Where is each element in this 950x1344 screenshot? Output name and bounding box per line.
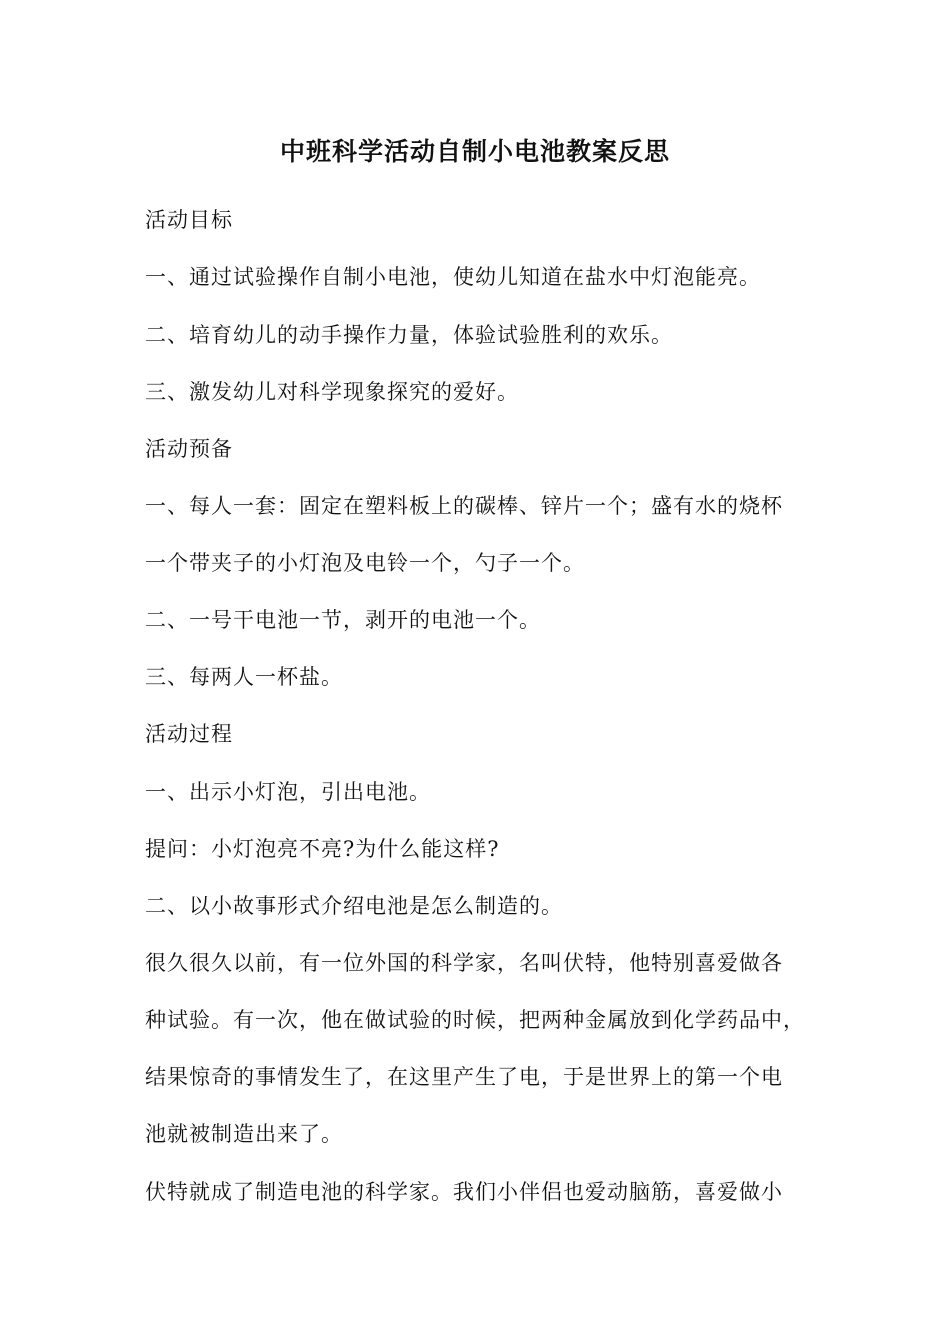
paragraph-line: 一个带夹子的小灯泡及电铃一个，勺子一个。 [145,551,585,575]
paragraph-line: 一、通过试验操作自制小电池，使幼儿知道在盐水中灯泡能亮。 [145,265,761,289]
section-heading-process: 活动过程 [145,722,233,746]
paragraph-line: 伏特就成了制造电池的科学家。我们小伴侣也爱动脑筋，喜爱做小 [145,1180,783,1204]
paragraph-line: 一、出示小灯泡，引出电池。 [145,780,431,804]
document-title: 中班科学活动自制小电池教案反思 [279,137,670,166]
paragraph-line: 结果惊奇的事情发生了，在这里产生了电，于是世界上的第一个电 [145,1065,783,1089]
paragraph-line: 池就被制造出来了。 [145,1122,343,1146]
paragraph-line: 一、每人一套：固定在塑料板上的碳棒、锌片一个；盛有水的烧杯 [145,494,783,518]
paragraph-line: 三、每两人一杯盐。 [145,665,343,689]
paragraph-line: 二、以小故事形式介绍电池是怎么制造的。 [145,894,563,918]
section-heading-goals: 活动目标 [145,208,233,232]
paragraph-line: 二、一号干电池一节，剥开的电池一个。 [145,608,541,632]
paragraph-line: 三、激发幼儿对科学现象探究的爱好。 [145,380,519,404]
paragraph-line: 很久很久以前，有一位外国的科学家，名叫伏特，他特别喜爱做各 [145,951,783,975]
paragraph-line: 提问：小灯泡亮不亮?为什么能这样? [145,837,500,861]
paragraph-line: 二、培育幼儿的动手操作力量，体验试验胜利的欢乐。 [145,323,673,347]
section-heading-preparation: 活动预备 [145,437,233,461]
paragraph-line: 种试验。有一次，他在做试验的时候，把两种金属放到化学药品中， [145,1008,805,1032]
